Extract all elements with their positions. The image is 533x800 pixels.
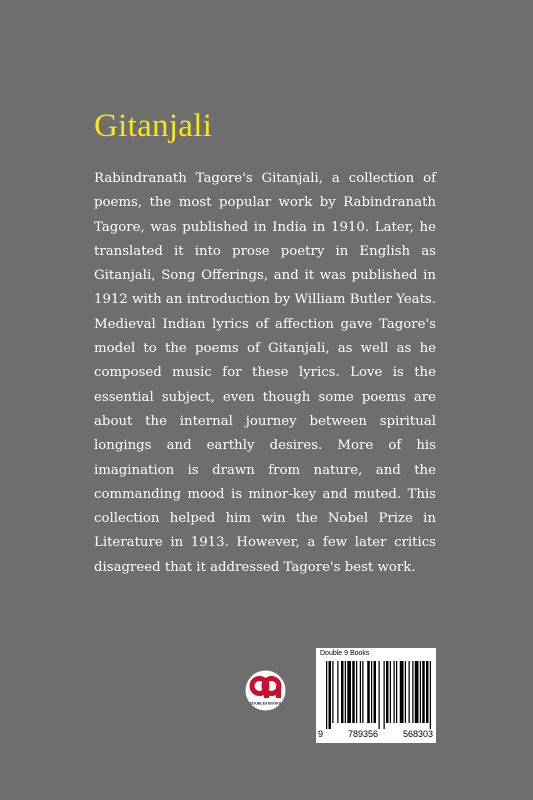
barcode-bar [356, 661, 357, 723]
barcode-publisher-label: Double 9 Books [320, 650, 370, 657]
barcode-bar [405, 661, 406, 723]
barcode-bar [352, 661, 355, 723]
barcode-bar [347, 661, 351, 723]
barcode-bar [390, 661, 391, 723]
barcode-bar [329, 661, 332, 729]
barcode-bar [394, 661, 395, 723]
barcode-bar [409, 661, 410, 723]
barcode-bar [345, 661, 346, 723]
barcode-bar [371, 661, 372, 723]
barcode-bar [337, 661, 338, 723]
barcode-bar [426, 661, 429, 723]
barcode-bar [430, 661, 431, 729]
svg-text:DOUBLE9 BOOKS: DOUBLE9 BOOKS [249, 701, 282, 706]
barcode-bar [420, 661, 421, 723]
barcode-bar [412, 661, 413, 723]
isbn-barcode [316, 648, 436, 743]
barcode-bar [379, 661, 380, 729]
barcode-bar [396, 661, 397, 723]
isbn-group-1: 789356 [347, 729, 378, 739]
book-description: Rabindranath Tagore's Gitanjali, a collection of poems, the most popular work by Rabindranath Tagore, was published in India in 1910. Later, he translated it into prose poetry in English as Gitanjali, Song Offerings, and it was published in 1912 with an introduction by William Butler Yeats. Medieval Indian lyrics of affection gave Tagore's model to the poems of Gitanjali, as well as he composed music for these lyrics. Love is the essential subject, even though some poems are about the internal journey between spiritual longings and earthly desires. More of his imagination is drawn from nature, and the commanding mood is minor-key and muted. This collection helped him win the Nobel Prize in Literature in 1913. However, a few later critics disagreed that it addressed Tagore's best work. [94, 171, 436, 575]
barcode-bar [374, 661, 377, 723]
barcode-bar [384, 661, 385, 729]
book-title: Gitanjali [94, 108, 213, 144]
isbn-number [316, 729, 436, 739]
barcode-bar [332, 661, 333, 723]
isbn-lead-digit: 9 [318, 729, 324, 739]
barcode-bar [386, 661, 389, 723]
barcode-bar [341, 661, 344, 723]
barcode-bar [367, 661, 370, 723]
barcode-bar [415, 661, 419, 723]
barcode-bar [400, 661, 404, 723]
barcode-bar [362, 661, 363, 723]
barcode-bar [422, 661, 425, 723]
isbn-group-2: 568303 [402, 729, 433, 739]
publisher-logo-icon [245, 670, 286, 711]
barcode-bars [316, 661, 436, 729]
barcode-bar [326, 661, 327, 729]
barcode-bar [360, 661, 361, 723]
